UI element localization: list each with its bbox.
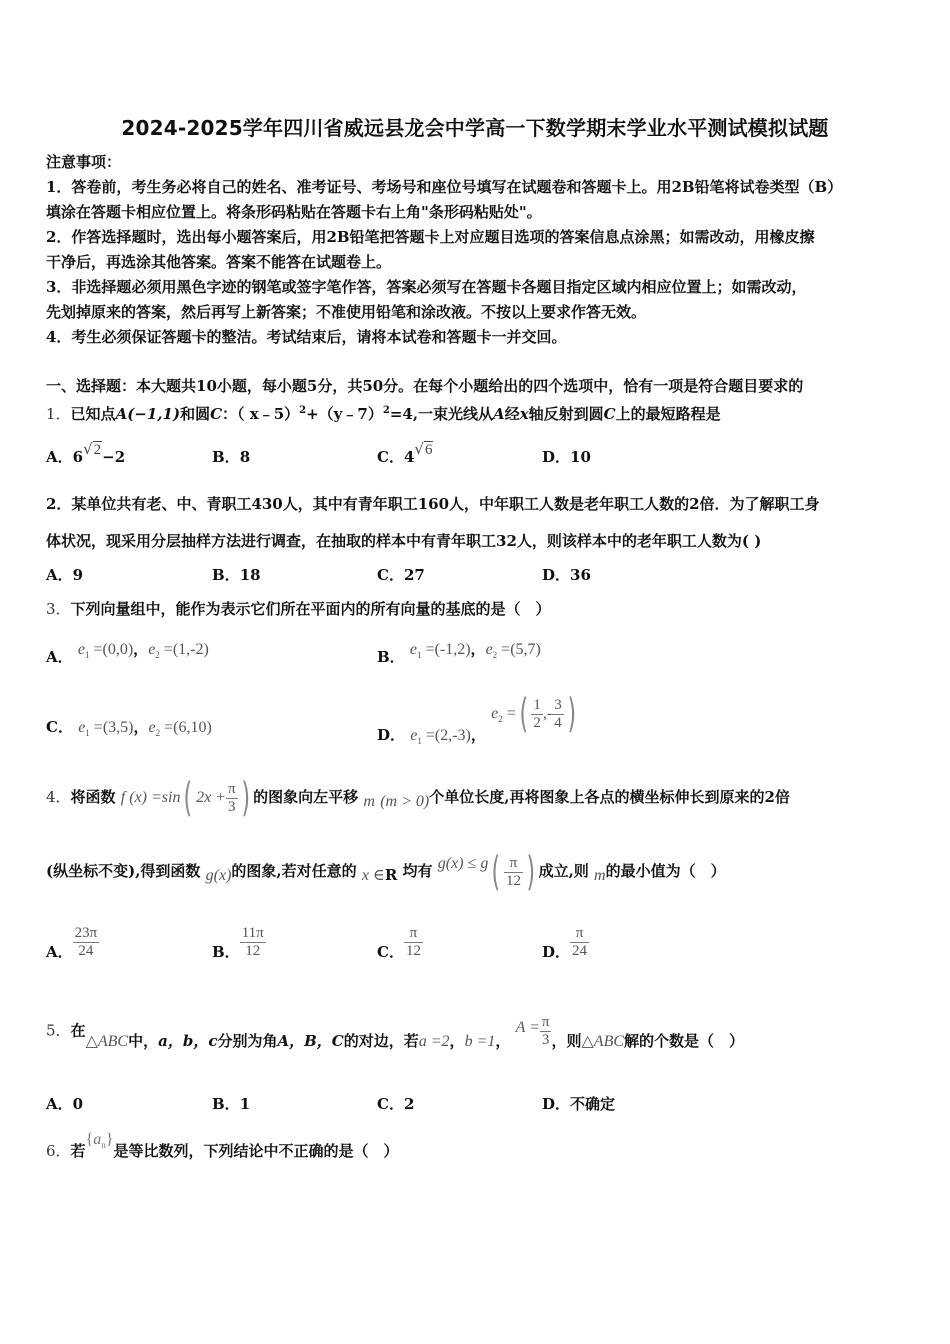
option-label: A． (46, 448, 73, 466)
var-m: m (363, 793, 375, 810)
fraction (552, 697, 564, 732)
text: 若 (70, 1142, 86, 1160)
option-text: 27 (403, 566, 425, 584)
fraction (240, 925, 266, 960)
option-a[interactable] (46, 925, 99, 960)
sub: 2 (498, 714, 503, 725)
left-paren: ( (519, 691, 528, 737)
e: e (148, 641, 156, 658)
inequality: g(x) ≤ g (437, 855, 489, 872)
sub: 1 (417, 650, 422, 661)
option-c[interactable] (377, 1093, 414, 1114)
option-label: D． (542, 566, 571, 584)
text: 是等比数列，下列结论中不正确的是（ ） (113, 1142, 399, 1160)
var-a: A (493, 405, 505, 423)
sub: 2 (492, 650, 498, 661)
circle-c: C (210, 405, 223, 423)
var-m: m (594, 867, 606, 884)
notice-heading: 注意事项： (46, 153, 122, 171)
option-b[interactable] (212, 564, 261, 585)
a: a (93, 1131, 102, 1148)
exponent: 2 (382, 405, 390, 416)
e: e (78, 719, 86, 736)
vector-e1: $e_1 =(0,0)$ (77, 641, 134, 661)
value: (3,5) (102, 719, 134, 736)
fraction (540, 1014, 552, 1049)
fraction (73, 925, 100, 960)
page-title: 2024-2025学年四川省威远县龙会中学高一下数学期末学业水平测试模拟试题 (121, 116, 829, 140)
text: (纵坐标不变),得到函数 (46, 862, 201, 880)
function-f: f (x) =sin (120, 789, 181, 806)
sub: 1 (85, 728, 90, 739)
option-d[interactable] (542, 446, 591, 467)
text: 经 (504, 405, 520, 423)
option-label: A． (46, 566, 73, 584)
value: (1,-2) (172, 641, 209, 658)
question-number: 3． (46, 600, 71, 618)
comma: ， (449, 1031, 465, 1050)
comma: ， (495, 1031, 511, 1050)
option-c[interactable] (46, 716, 212, 738)
option-label: C． (377, 1095, 404, 1113)
text: 的对边，若 (343, 1031, 419, 1050)
option-label: B． (377, 648, 405, 666)
question-5 (46, 1014, 744, 1049)
vector-e2: $e_2 =(5,7)$ (485, 641, 541, 661)
option-d[interactable] (542, 1093, 615, 1114)
sub: 2 (155, 650, 160, 661)
text: 在 (70, 1021, 86, 1040)
e: e (148, 719, 156, 736)
coef: 6 (72, 448, 84, 466)
text: 均有 (402, 862, 433, 880)
text: 的图象向左平移 (253, 788, 359, 806)
option-text: 1 (239, 1095, 251, 1113)
question-number: 1． (46, 405, 71, 423)
separator: ,- (542, 705, 553, 722)
comma: ， (133, 640, 149, 658)
notice-line: 3．非选择题必须用黑色字迹的钢笔或签字笔作答，答案必须写在答题卡各题目指定区域内相应位置上；如需改动， (46, 278, 807, 296)
value: (-1,2) (434, 641, 471, 658)
denominator: 3 (228, 798, 236, 815)
denominator: 3 (541, 1032, 550, 1048)
option-label: C． (377, 448, 404, 466)
option-c[interactable] (377, 440, 433, 467)
sqrt: √6 (414, 440, 433, 458)
option-b[interactable] (212, 925, 266, 960)
text: 轴反射到圆 (528, 405, 604, 423)
sequence: $\{a_n\}$ (85, 1131, 114, 1151)
notice-line: 先划掉原来的答案，然后再写上新答案；不准使用铅笔和涂改液。不按以上要求作答无效。 (46, 303, 647, 321)
vector-e2: $e_2$ = (491, 705, 516, 725)
question-4-line1 (46, 775, 790, 821)
value: (5,7) (510, 641, 541, 658)
exponent: 2 (299, 405, 307, 416)
option-d[interactable] (377, 691, 579, 747)
option-b[interactable] (212, 1093, 250, 1114)
option-label: D． (542, 448, 571, 466)
text: ：（ x﹣5） (222, 405, 300, 423)
fraction (570, 925, 589, 960)
text: 上的最短路程是 (615, 405, 721, 423)
e: e (77, 641, 85, 658)
e: e (491, 705, 499, 722)
sides: a，b，c (158, 1031, 218, 1050)
denominator: 12 (245, 943, 261, 959)
denominator: 4 (554, 714, 562, 731)
sub-n: n (101, 1140, 106, 1151)
option-d[interactable] (542, 925, 589, 960)
denominator: 24 (78, 943, 94, 959)
side-b: b =1 (464, 1032, 496, 1050)
option-b[interactable] (377, 638, 541, 666)
sub: 1 (84, 650, 90, 661)
denominator: 24 (572, 943, 588, 959)
question-number: 4． (46, 788, 71, 806)
text: 和圆 (180, 405, 211, 423)
text: 成立,则 (538, 862, 589, 880)
option-label: B． (212, 566, 240, 584)
sqrt: √2 (83, 440, 102, 458)
option-label: D． (542, 1095, 571, 1113)
option-text: 0 (72, 1095, 84, 1113)
angle-a: A = (515, 1018, 540, 1036)
fraction (504, 855, 523, 890)
option-text: 10 (570, 448, 591, 466)
option-label: B． (212, 1095, 240, 1113)
text: 的图象,若对任意的 (231, 862, 357, 880)
triangle: △ABC (85, 1032, 129, 1050)
numerator: π (570, 925, 589, 943)
term: −2 (102, 448, 126, 466)
option-text: 8 (239, 448, 251, 466)
left-paren: ( (183, 775, 193, 821)
text: =4,一束光线从 (389, 405, 494, 423)
option-label: A． (46, 942, 73, 961)
notice-line: 4．考生必须保证答题卡的整洁。考试结束后，请将本试卷和答题卡一并交回。 (46, 328, 567, 346)
fraction (531, 697, 543, 732)
comma: ， (470, 726, 486, 744)
value: (0,0) (102, 641, 134, 658)
right-paren: ) (241, 775, 250, 821)
sub: 2 (155, 728, 161, 739)
text: 中， (128, 1031, 159, 1050)
question-text: 下列向量组中，能作为表示它们所在平面内的所有向量的基底的是（ ） (70, 600, 551, 618)
value: (2,-3) (434, 727, 471, 744)
condition: (m > 0) (380, 793, 430, 810)
option-label: C． (377, 566, 404, 584)
argument: 2x + (196, 789, 226, 806)
text: 分别为角 (217, 1031, 278, 1050)
vector-e1: $e_1 =(3,5)$ (78, 719, 134, 739)
notice-line: 填涂在答题卡相应位置上。将条形码粘贴在答题卡右上角"条形码粘贴处"。 (46, 203, 542, 221)
question-3 (46, 598, 551, 620)
denominator: 12 (505, 872, 521, 889)
option-label: B． (212, 448, 240, 466)
radicand: 2 (93, 442, 102, 458)
numerator: π (404, 925, 423, 943)
option-label: D． (542, 942, 571, 961)
numerator: π (504, 855, 523, 873)
text: 解的个数是（ ） (624, 1031, 745, 1050)
var-x: x (519, 405, 529, 423)
fraction (226, 781, 238, 816)
right-paren: ) (567, 691, 576, 737)
option-label: D． (377, 726, 406, 744)
question-1 (46, 400, 721, 425)
option-label: A． (46, 648, 73, 666)
circle-c: C (603, 405, 616, 423)
denominator: 12 (405, 943, 421, 959)
comma: ， (133, 718, 149, 736)
comma: ， (470, 640, 486, 658)
coef: 4 (403, 448, 415, 466)
option-label: C． (46, 718, 73, 736)
option-text: 2 (403, 1095, 415, 1113)
left-paren: ( (491, 849, 501, 895)
right-paren: ) (526, 849, 536, 895)
denominator: 2 (533, 714, 541, 731)
text: ，则 (551, 1031, 582, 1050)
option-label: A． (46, 1095, 73, 1113)
numerator: π (541, 1014, 550, 1030)
text: +（y﹣7） (306, 405, 383, 423)
option-a[interactable] (46, 564, 83, 585)
vector-e1: $e_1 =(-1,2)$ (409, 641, 471, 661)
option-c[interactable] (377, 925, 423, 960)
question-4-line2 (46, 849, 726, 895)
point-a: A(−1,1) (115, 405, 181, 423)
text: 已知点 (70, 405, 116, 423)
question-number: 6． (46, 1142, 71, 1160)
notice-line: 2．作答选择题时，选出每小题答案后，用2B铅笔把答题卡上对应题目选项的答案信息点涂黑；如需改动，用橡皮擦 (46, 228, 815, 246)
question-number: 5． (46, 1021, 71, 1040)
option-a[interactable] (46, 638, 209, 666)
x-in: x ∈ (361, 867, 385, 884)
numerator: 23π (74, 925, 98, 941)
option-text: 不确定 (570, 1095, 616, 1113)
text: 的最小值为（ ） (605, 862, 726, 880)
notice-line: 干净后，再选涂其他答案。答案不能答在试题卷上。 (46, 253, 392, 271)
vector-e2: $e_2 =(6,10)$ (148, 719, 212, 739)
option-text: 9 (72, 566, 84, 584)
sub: 1 (417, 736, 422, 747)
option-label: C． (377, 942, 404, 961)
triangle: △ABC (581, 1032, 625, 1050)
function-g: g(x) (205, 867, 232, 884)
option-a[interactable] (46, 440, 126, 467)
question-6 (46, 1128, 399, 1160)
text: 个单位长度,再将图象上各点的横坐标伸长到原来的2倍 (429, 788, 790, 806)
option-label: B． (212, 942, 240, 961)
angles: A，B，C (277, 1031, 344, 1050)
radicand: 6 (424, 442, 433, 458)
numerator: 1 (533, 696, 541, 713)
option-c[interactable] (377, 564, 425, 585)
reals: R (384, 866, 398, 884)
option-text: 18 (239, 566, 261, 584)
value: (6,10) (173, 719, 212, 736)
e: e (485, 641, 493, 658)
numerator: 11π (241, 925, 264, 941)
section-heading: 一、选择题：本大题共10小题，每小题5分，共50分。在每个小题给出的四个选项中，恰有一项是符合题目要求的 (46, 377, 804, 395)
e: e (409, 641, 418, 658)
option-d[interactable] (542, 564, 591, 585)
option-text: 36 (570, 566, 591, 584)
option-a[interactable] (46, 1093, 83, 1114)
notice-line: 1．答卷前，考生务必将自己的姓名、准考证号、考场号和座位号填写在试题卷和答题卡上。用2B铅笔将试卷类型（B） (46, 178, 843, 196)
side-a: a =2 (418, 1032, 450, 1050)
fraction (404, 925, 423, 960)
question-2-line: 2．某单位共有老、中、青职工430人，其中有青年职工160人，中年职工人数是老年职工人数的2倍．为了解职工身 (46, 495, 820, 513)
numerator: 3 (554, 696, 562, 713)
e: e (410, 727, 418, 744)
vector-e2: $e_2 =(1,-2)$ (148, 641, 209, 661)
question-2-line: 体状况，现采用分层抽样方法进行调查，在抽取的样本中有青年职工32人，则该样本中的老年职工人数为( ) (46, 532, 762, 550)
numerator: π (227, 780, 236, 797)
option-b[interactable] (212, 446, 250, 467)
text: 将函数 (70, 788, 116, 806)
vector-e1: $e_1 =(2,-3)$ (410, 727, 471, 747)
